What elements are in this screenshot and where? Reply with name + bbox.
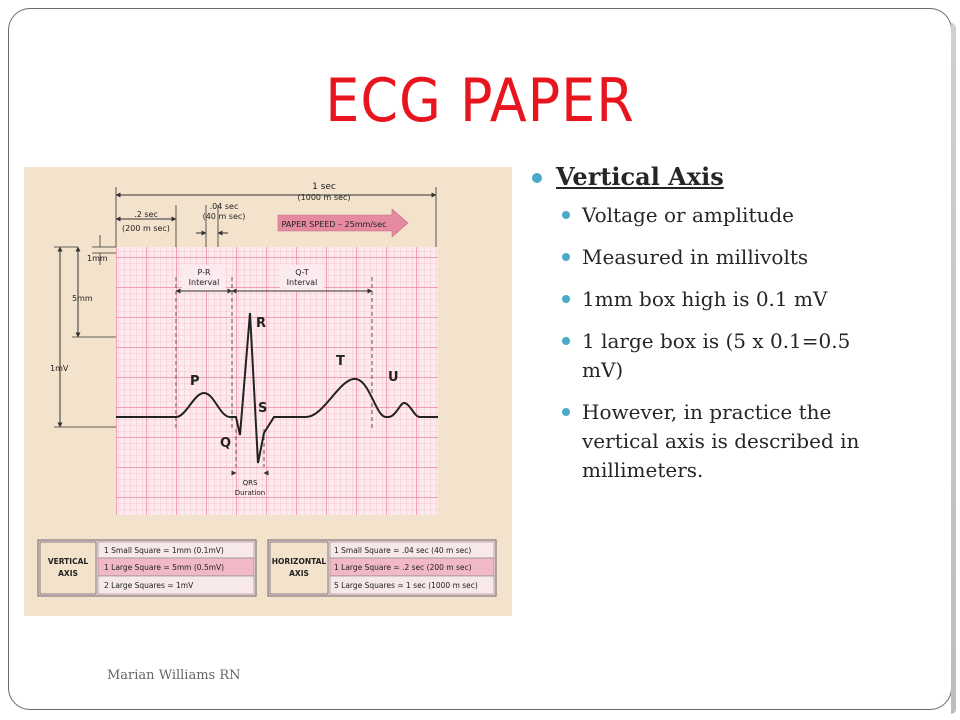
horizontal-row-3: 5 Large Squares = 1 sec (1000 m sec)	[334, 581, 478, 590]
vertical-axis-subtitle: AXIS	[58, 569, 78, 578]
top-sec-label: 1 sec	[312, 182, 336, 192]
vertical-row-2: 1 Large Square = 5mm (0.5mV)	[104, 563, 225, 572]
point04-msec-label: (40 m sec)	[202, 212, 246, 221]
wave-p-label: P	[190, 374, 200, 389]
bullet-item	[562, 327, 912, 385]
bullet-dot-icon	[562, 337, 570, 345]
bullet-dot-icon	[562, 408, 570, 416]
paper-speed-label: PAPER SPEED – 25mm/sec	[281, 220, 387, 229]
bullet-item	[562, 285, 912, 314]
qrs-duration-label: Duration	[234, 489, 266, 497]
wave-u-label: U	[388, 370, 399, 385]
wave-s-label: S	[258, 401, 268, 416]
bullet-dot-icon	[562, 295, 570, 303]
slide-footer: Marian Williams RN	[107, 668, 241, 683]
horizontal-row-1: 1 Small Square = .04 sec (40 m sec)	[334, 546, 472, 555]
left-1mv-label: 1mV	[50, 364, 69, 373]
wave-q-label: Q	[220, 436, 232, 451]
bullet-item-text: However, in practice the vertical axis is described in millimeters.	[582, 400, 860, 482]
ecg-paper-figure	[24, 167, 512, 616]
bullet-item	[562, 201, 912, 230]
left-1mm-label: 1mm	[87, 254, 108, 263]
bullet-item-text: Measured in millivolts	[582, 245, 809, 269]
horizontal-axis-table	[268, 540, 496, 596]
top-msec-label: (1000 m sec)	[297, 193, 351, 202]
bullet-dot-icon	[562, 253, 570, 261]
bullet-item-text: Voltage or amplitude	[582, 203, 795, 227]
qt-interval-label: Interval	[286, 278, 318, 287]
vertical-row-3: 2 Large Squares = 1mV	[104, 581, 194, 590]
bullet-dot-icon	[562, 211, 570, 219]
wave-t-label: T	[336, 354, 345, 369]
wave-r-label: R	[256, 316, 267, 331]
pr-label: P-R	[197, 268, 211, 277]
vertical-row-1: 1 Small Square = 1mm (0.1mV)	[104, 546, 224, 555]
point04-sec-label: .04 sec	[209, 202, 239, 211]
horizontal-row-2: 1 Large Square = .2 sec (200 m sec)	[334, 563, 472, 572]
point2-msec-label: (200 m sec)	[122, 224, 170, 233]
bullet-dot-icon	[532, 173, 542, 183]
slide-title: ECG PAPER	[325, 66, 635, 136]
bullet-item-text: 1mm box high is 0.1 mV	[582, 287, 828, 311]
horizontal-axis-title: HORIZONTAL	[271, 557, 327, 566]
left-5mm-label: 5mm	[72, 294, 93, 303]
point2-sec-label: .2 sec	[134, 210, 158, 219]
bullet-item-text: 1 large box is (5 x 0.1=0.5 mV)	[582, 329, 851, 382]
bullet-item	[562, 398, 912, 485]
pr-interval-label: Interval	[188, 278, 220, 287]
qt-label: Q-T	[295, 268, 309, 277]
qrs-label: QRS	[242, 479, 258, 487]
vertical-axis-title: VERTICAL	[47, 557, 89, 566]
bullet-heading	[532, 162, 912, 191]
vertical-axis-table	[38, 540, 256, 596]
horizontal-axis-subtitle: AXIS	[289, 569, 309, 578]
bullet-list	[532, 162, 912, 498]
bullet-heading-text: Vertical Axis	[556, 162, 724, 191]
bullet-item	[562, 243, 912, 272]
